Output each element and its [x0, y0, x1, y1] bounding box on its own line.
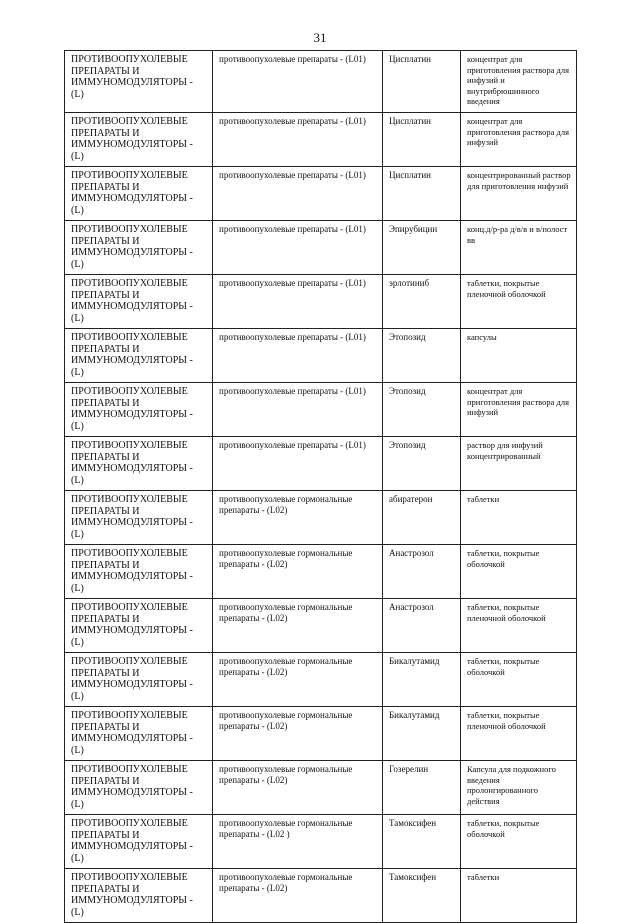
drug-name-cell: Тамоксифен [383, 869, 461, 923]
drug-name-cell: Анастрозол [383, 599, 461, 653]
subgroup-cell: противоопухолевые препараты - (L01) [213, 275, 383, 329]
drug-name-cell: Гозерелин [383, 761, 461, 815]
page-number: 31 [313, 30, 327, 45]
subgroup-cell: противоопухолевые препараты - (L01) [213, 221, 383, 275]
table-row [65, 329, 577, 383]
drug-name-cell: Тамоксифен [383, 815, 461, 869]
dosage-form-cell: концентрат для приготовления раствора для инфузий [461, 383, 577, 437]
subgroup-cell: противоопухолевые препараты - (L01) [213, 329, 383, 383]
table-row [65, 113, 577, 167]
subgroup-cell: противоопухолевые препараты - (L01) [213, 437, 383, 491]
table-row [65, 491, 577, 545]
dosage-form-cell: таблетки, покрытые пленочной оболочкой [461, 275, 577, 329]
group-cell: ПРОТИВООПУХОЛЕВЫЕ ПРЕПАРАТЫ И ИММУНОМОДУЛЯТОРЫ - (L) [65, 329, 213, 383]
drug-name-cell: эрлотиниб [383, 275, 461, 329]
dosage-form-cell: раствор для инфузий концентрированный [461, 437, 577, 491]
drug-name-cell: Этопозид [383, 437, 461, 491]
subgroup-cell: противоопухолевые гормональные препараты - (L02) [213, 761, 383, 815]
table-row [65, 437, 577, 491]
dosage-form-cell: таблетки, покрытые пленочной оболочкой [461, 707, 577, 761]
drug-name-cell: абиратерон [383, 491, 461, 545]
drug-name-cell: Цисплатин [383, 51, 461, 113]
table-row [65, 869, 577, 923]
dosage-form-cell: капсулы [461, 329, 577, 383]
dosage-form-cell: таблетки [461, 491, 577, 545]
group-cell: ПРОТИВООПУХОЛЕВЫЕ ПРЕПАРАТЫ И ИММУНОМОДУЛЯТОРЫ - (L) [65, 51, 213, 113]
group-cell: ПРОТИВООПУХОЛЕВЫЕ ПРЕПАРАТЫ И ИММУНОМОДУЛЯТОРЫ - (L) [65, 599, 213, 653]
table-row [65, 761, 577, 815]
subgroup-cell: противоопухолевые гормональные препараты - (L02 ) [213, 815, 383, 869]
table-row [65, 707, 577, 761]
table-row [65, 383, 577, 437]
group-cell: ПРОТИВООПУХОЛЕВЫЕ ПРЕПАРАТЫ И ИММУНОМОДУЛЯТОРЫ - (L) [65, 707, 213, 761]
subgroup-cell: противоопухолевые препараты - (L01) [213, 167, 383, 221]
subgroup-cell: противоопухолевые препараты - (L01) [213, 51, 383, 113]
subgroup-cell: противоопухолевые гормональные препараты - (L02) [213, 599, 383, 653]
drug-name-cell: Этопозид [383, 329, 461, 383]
subgroup-cell: противоопухолевые гормональные препараты - (L02) [213, 869, 383, 923]
dosage-form-cell: таблетки [461, 869, 577, 923]
group-cell: ПРОТИВООПУХОЛЕВЫЕ ПРЕПАРАТЫ И ИММУНОМОДУЛЯТОРЫ - (L) [65, 383, 213, 437]
table-row [65, 275, 577, 329]
group-cell: ПРОТИВООПУХОЛЕВЫЕ ПРЕПАРАТЫ И ИММУНОМОДУЛЯТОРЫ - (L) [65, 167, 213, 221]
dosage-form-cell: концентрированный раствор для приготовления инфузий [461, 167, 577, 221]
dosage-form-cell: таблетки, покрытые оболочкой [461, 815, 577, 869]
subgroup-cell: противоопухолевые гормональные препараты - (L02) [213, 491, 383, 545]
dosage-form-cell: Капсула для подкожного введения пролонгированного действия [461, 761, 577, 815]
table-row [65, 221, 577, 275]
group-cell: ПРОТИВООПУХОЛЕВЫЕ ПРЕПАРАТЫ И ИММУНОМОДУЛЯТОРЫ - (L) [65, 437, 213, 491]
table-row [65, 167, 577, 221]
drug-name-cell: Цисплатин [383, 113, 461, 167]
group-cell: ПРОТИВООПУХОЛЕВЫЕ ПРЕПАРАТЫ И ИММУНОМОДУЛЯТОРЫ - (L) [65, 545, 213, 599]
table-body [65, 51, 577, 923]
table-row [65, 815, 577, 869]
drug-table [64, 50, 577, 923]
dosage-form-cell: таблетки, покрытые оболочкой [461, 545, 577, 599]
subgroup-cell: противоопухолевые гормональные препараты - (L02) [213, 653, 383, 707]
group-cell: ПРОТИВООПУХОЛЕВЫЕ ПРЕПАРАТЫ И ИММУНОМОДУЛЯТОРЫ - (L) [65, 221, 213, 275]
group-cell: ПРОТИВООПУХОЛЕВЫЕ ПРЕПАРАТЫ И ИММУНОМОДУЛЯТОРЫ - (L) [65, 815, 213, 869]
group-cell: ПРОТИВООПУХОЛЕВЫЕ ПРЕПАРАТЫ И ИММУНОМОДУЛЯТОРЫ - (L) [65, 869, 213, 923]
group-cell: ПРОТИВООПУХОЛЕВЫЕ ПРЕПАРАТЫ И ИММУНОМОДУЛЯТОРЫ - (L) [65, 491, 213, 545]
group-cell: ПРОТИВООПУХОЛЕВЫЕ ПРЕПАРАТЫ И ИММУНОМОДУЛЯТОРЫ - (L) [65, 761, 213, 815]
drug-name-cell: Бикалутамид [383, 707, 461, 761]
drug-name-cell: Анастрозол [383, 545, 461, 599]
drug-name-cell: Эпирубицин [383, 221, 461, 275]
subgroup-cell: противоопухолевые гормональные препараты - (L02) [213, 707, 383, 761]
dosage-form-cell: концентрат для приготовления раствора для инфузий [461, 113, 577, 167]
subgroup-cell: противоопухолевые препараты - (L01) [213, 383, 383, 437]
group-cell: ПРОТИВООПУХОЛЕВЫЕ ПРЕПАРАТЫ И ИММУНОМОДУЛЯТОРЫ - (L) [65, 653, 213, 707]
dosage-form-cell: таблетки, покрытые пленочной оболочкой [461, 599, 577, 653]
subgroup-cell: противоопухолевые препараты - (L01) [213, 113, 383, 167]
drug-name-cell: Цисплатин [383, 167, 461, 221]
dosage-form-cell: конц.д/р-ра д/в/в и в/полост вв [461, 221, 577, 275]
group-cell: ПРОТИВООПУХОЛЕВЫЕ ПРЕПАРАТЫ И ИММУНОМОДУЛЯТОРЫ - (L) [65, 275, 213, 329]
dosage-form-cell: концентрат для приготовления раствора для инфузий и внутрибрюшинного введения [461, 51, 577, 113]
table-row [65, 653, 577, 707]
drug-name-cell: Этопозид [383, 383, 461, 437]
table-row [65, 599, 577, 653]
subgroup-cell: противоопухолевые гормональные препараты - (L02) [213, 545, 383, 599]
table-row [65, 545, 577, 599]
dosage-form-cell: таблетки, покрытые оболочкой [461, 653, 577, 707]
group-cell: ПРОТИВООПУХОЛЕВЫЕ ПРЕПАРАТЫ И ИММУНОМОДУЛЯТОРЫ - (L) [65, 113, 213, 167]
table-row [65, 51, 577, 113]
drug-name-cell: Бикалутамид [383, 653, 461, 707]
